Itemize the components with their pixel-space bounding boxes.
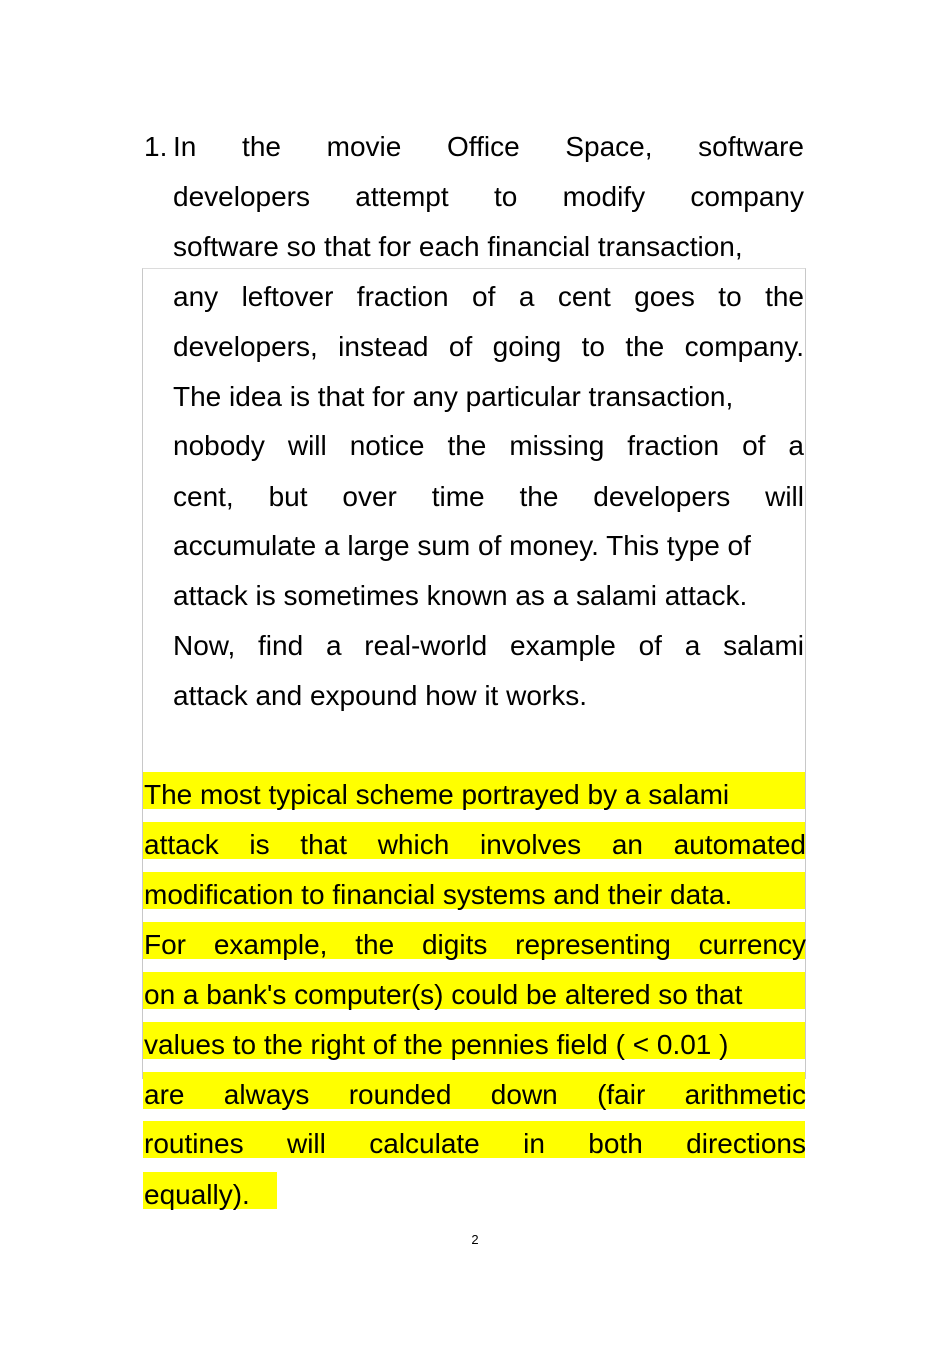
answer-line: The most typical scheme portrayed by a salami	[144, 779, 730, 810]
question-line: developers attempt to modify company	[173, 181, 804, 212]
answer-line: values to the right of the pennies field ( < 0.01 )	[144, 1029, 729, 1060]
question-line: attack and expound how it works.	[173, 680, 588, 711]
question-line: software so that for each financial transaction,	[173, 231, 743, 262]
answer-line: on a bank's computer(s) could be altered so that	[144, 979, 743, 1010]
page-number: 2	[471, 1232, 479, 1247]
answer-line: attack is that which involves an automated	[144, 829, 806, 860]
answer-line: modification to financial systems and their data.	[144, 879, 733, 910]
question-line: In the movie Office Space, software	[173, 131, 804, 162]
question-number: 1.	[144, 131, 168, 162]
answer-line: equally).	[144, 1179, 250, 1210]
question-line: The idea is that for any particular transaction,	[173, 381, 734, 412]
question-line: any leftover fraction of a cent goes to the	[173, 281, 804, 312]
question-line: nobody will notice the missing fraction of a	[173, 430, 804, 461]
question-line: developers, instead of going to the company.	[173, 331, 804, 362]
question-line: cent, but over time the developers will	[173, 481, 804, 512]
question-line: accumulate a large sum of money. This type of	[173, 530, 751, 561]
answer-line: For example, the digits representing currency	[144, 929, 806, 960]
answer-line: are always rounded down (fair arithmetic	[144, 1079, 806, 1110]
question-line: Now, find a real-world example of a salami	[173, 630, 804, 661]
answer-line: routines will calculate in both directions	[144, 1128, 806, 1159]
question-line: attack is sometimes known as a salami attack.	[173, 580, 748, 611]
